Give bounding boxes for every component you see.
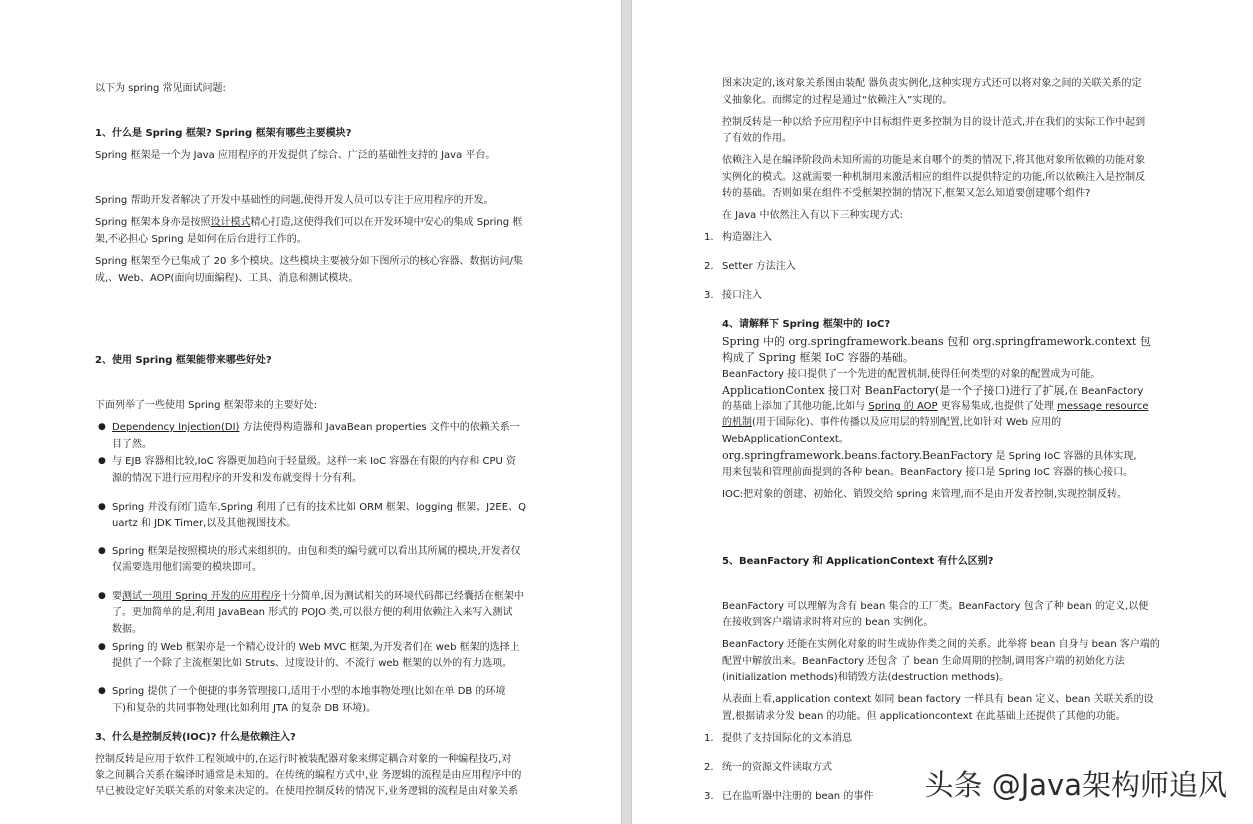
watermark: 头条 @Java架构师追风: [924, 768, 1227, 802]
benefit-1-line-2: 目了然。: [112, 439, 152, 450]
q4-line-5-text-b: 更容易集成,也提供了处理: [937, 401, 1058, 412]
page-gutter: [621, 0, 632, 824]
benefit-1: [112, 419, 520, 436]
q5-line-6: 从表面上看,application context 如同 bean factory 一样具有 bean 定义、bean 关联关系的设: [722, 694, 1154, 705]
benefit-6-line-2: 提供了一个除了主流框架比如 Struts、过度设计的、不流行 web 框架的以外的有力选项。: [112, 658, 513, 669]
benefit-2-line-1: 与 EJB 容器相比较,IoC 容器更加趋向于轻量级。这样一来 IoC 容器在有限的内存和 CPU 资: [112, 456, 516, 467]
benefit-7-line-1: Spring 提供了一个便捷的事务管理接口,适用于小型的本地事物处理(比如在单 DB 的环境: [112, 686, 506, 697]
q3-continued-line-6: 实例化的模式。这就需要一种机制用来激活相应的组件以提供特定的功能,所以依赖注入是控制反: [722, 172, 1146, 183]
q4-line-7: WebApplicationContext。: [722, 434, 849, 445]
list-number: 2.: [704, 261, 714, 272]
q4-line-9: 用来包装和管理前面提到的各种 bean。BeanFactory 接口是 Spring IoC 容器的核心接口。: [722, 467, 1134, 478]
q4-line-6-text: (用于国际化)、事件传播以及应用层的特别配置,比如针对 Web 应用的: [752, 417, 1062, 428]
injection-type-2: Setter 方法注入: [722, 261, 796, 272]
bullet-dot: ●: [98, 686, 106, 696]
benefit-3-line-1: Spring 并没有闭门造车,Spring 利用了已有的技术比如 ORM 框架、logging 框架、J2EE、Q: [112, 502, 526, 513]
benefit-6-line-1: Spring 的 Web 框架亦是一个精心设计的 Web MVC 框架,为开发者们在 web 框架的选择上: [112, 642, 520, 653]
q3-continued-line-3: 控制反转是一种以给予应用程序中目标组件更多控制为目的设计范式,并在我们的实际工作中起到: [722, 117, 1146, 128]
q1-p3-text: Spring 框架本身亦是按照: [95, 217, 211, 228]
injection-type-3: 接口注入: [722, 290, 762, 301]
q4-line-5-text-a: 的基础上添加了其他功能,比如与: [722, 401, 869, 412]
mechanism-link[interactable]: 的机制: [722, 417, 752, 428]
question-3-heading: 3、什么是控制反转(IOC)? 什么是依赖注入?: [95, 732, 296, 743]
bullet-dot: ●: [98, 591, 106, 601]
document-page-left: [0, 0, 621, 824]
context-feature-3: 已在监听器中注册的 bean 的事件: [722, 791, 874, 802]
context-feature-1: 提供了支持国际化的文本消息: [722, 733, 852, 744]
intro-text: 以下为 spring 常见面试问题:: [95, 83, 226, 94]
q5-line-5: (initialization methods)和销毁方法(destruction methods)。: [722, 672, 1010, 683]
benefit-4-line-2: 仅需要选用他们需要的模块即可。: [112, 562, 262, 573]
q4-line-5: [722, 398, 1148, 415]
q5-line-4: 配置中解放出来。BeanFactory 还包含 了 bean 生命周期的控制,调用客户端的初始化方法: [722, 656, 1125, 667]
question-4-heading: 4、请解释下 Spring 框架中的 IoC?: [722, 319, 891, 330]
q1-paragraph-4-line-1: Spring 框架至今已集成了 20 多个模块。这些模块主要被分如下图所示的核心容器、数据访问/集: [95, 256, 523, 267]
q5-line-1: BeanFactory 可以理解为含有 bean 集合的工厂类。BeanFactory 包含了种 bean 的定义,以便: [722, 601, 1149, 612]
benefit-5-text-a: 要: [112, 591, 122, 602]
benefit-4-line-1: Spring 框架是按照模块的形式来组织的。由包和类的编号就可以看出其所属的模块,开发者仅: [112, 546, 521, 557]
bullet-dot: ●: [98, 546, 106, 556]
q3-continued-line-7: 转的基础。否则如果在组件不受框架控制的情况下,框架又怎么知道要创建哪个组件?: [722, 188, 1091, 199]
list-number: 1.: [704, 733, 714, 744]
q4-line-8-text-a: org.springframework.beans.factory.BeanFactory: [722, 449, 993, 462]
q4-line-8-text-b: 是 Spring IoC 容器的具体实现,: [992, 451, 1137, 462]
benefit-2-line-2: 源的情况下进行应用程序的开发和发布就变得十分有利。: [112, 473, 362, 484]
bullet-dot: ●: [98, 642, 106, 652]
spring-aop-link[interactable]: Spring 的 AOP: [868, 401, 938, 412]
q1-paragraph-3-line-2: 架,不必担心 Spring 是如何在后台进行工作的。: [95, 234, 307, 245]
question-2-heading: 2、使用 Spring 框架能带来哪些好处?: [95, 355, 272, 366]
q5-line-2: 在接收到客户端请求时将对应的 bean 实例化。: [722, 617, 934, 628]
document-page-right: [632, 0, 1253, 824]
design-pattern-link[interactable]: 设计模式: [210, 217, 251, 228]
q3-line-2: 象之间耦合关系在编译时通常是未知的。在传统的编程方式中,业 务逻辑的流程是由应用程序中的: [95, 770, 522, 781]
dependency-injection-link[interactable]: Dependency Injection(DI): [112, 422, 240, 433]
q4-line-4-text-b: 在 BeanFactory: [1068, 386, 1144, 397]
list-number: 3.: [704, 290, 714, 301]
benefit-5-line-2: 了。更加简单的是,利用 JavaBean 形式的 POJO 类,可以很方便的利用依赖注入来写入测试: [112, 607, 513, 618]
q1-paragraph-1: Spring 框架是一个为 Java 应用程序的开发提供了综合、广泛的基础性支持的 Java 平台。: [95, 150, 496, 161]
context-feature-2: 统一的资源文件读取方式: [722, 762, 832, 773]
list-number: 1.: [704, 232, 714, 243]
bullet-dot: ●: [98, 502, 106, 512]
q4-line-8: [722, 447, 1137, 465]
q3-continued-line-1: 图来决定的,该对象关系图由装配 器负责实例化,这种实现方式还可以将对象之间的关联关系的定: [722, 78, 1142, 89]
list-number: 2.: [704, 762, 714, 773]
benefit-3-line-2: uartz 和 JDK Timer,以及其他视图技术。: [112, 518, 297, 529]
message-resource-link[interactable]: message resource: [1057, 401, 1149, 412]
q1-paragraph-4-line-2: 成,、Web、AOP(面向切面编程)、工具、消息和测试模块。: [95, 273, 359, 284]
q3-continued-line-8: 在 Java 中依然注入有以下三种实现方式:: [722, 210, 903, 221]
q4-line-1: Spring 中的 org.springframework.beans 包和 org.springframework.context 包: [722, 335, 1151, 348]
q4-line-6: [722, 414, 1061, 431]
benefit-5-line-1: [112, 588, 524, 605]
bullet-dot: ●: [98, 422, 106, 432]
q1-paragraph-2: Spring 帮助开发者解决了开发中基础性的问题,使得开发人员可以专注于应用程序的开发。: [95, 195, 494, 206]
q3-line-1: 控制反转是应用于软件工程领域中的,在运行时被装配器对象来绑定耦合对象的一种编程技巧,对: [95, 754, 512, 765]
q4-line-3: BeanFactory 接口提供了一个先进的配置机制,使得任何类型的对象的配置成为可能。: [722, 369, 1101, 380]
injection-type-1: 构造器注入: [722, 232, 772, 243]
q1-p3-text-b: 精心打造,这使得我们可以在开发环境中安心的集成 Spring 框: [250, 217, 523, 228]
q3-continued-line-5: 依赖注入是在编译阶段尚未知所需的功能是来自哪个的类的情况下,将其他对象所依赖的功能对象: [722, 155, 1146, 166]
q4-line-4-text-a: ApplicationContex 接口对 BeanFactory(是一个子接口)进行了扩展,: [722, 384, 1069, 397]
q4-line-2: 构成了 Spring 框架 IoC 容器的基础。: [722, 351, 914, 364]
list-number: 3.: [704, 791, 714, 802]
q3-continued-line-2: 义抽象化。而绑定的过程是通过“依赖注入”实现的。: [722, 95, 953, 106]
q5-line-3: BeanFactory 还能在实例化对象的时生成协作类之间的关系。此举将 bean 自身与 bean 客户端的: [722, 639, 1160, 650]
q3-line-3: 早已被设定好关联关系的对象来决定的。在使用控制反转的情况下,业务逻辑的流程是由对象关系: [95, 786, 519, 797]
q4-line-10: IOC:把对象的创建、初始化、销毁交给 spring 来管理,而不是由开发者控制,实现控制反转。: [722, 489, 1128, 500]
benefit-7-line-2: 下)和复杂的共同事物处理(比如利用 JTA 的复杂 DB 环境)。: [112, 703, 377, 714]
benefit-1-text: 方法使得构造器和 JavaBean properties 文件中的依赖关系一: [239, 422, 520, 433]
spring-testing-link[interactable]: 测试一项用 Spring 开发的应用程序: [122, 591, 281, 602]
bullet-dot: ●: [98, 456, 106, 466]
q5-line-7: 置,根据请求分发 bean 的功能。但 applicationcontext 在此基础上还提供了其他的功能。: [722, 711, 1126, 722]
q2-lead: 下面列举了一些使用 Spring 框架带来的主要好处:: [95, 400, 317, 411]
question-5-heading: 5、BeanFactory 和 ApplicationContext 有什么区别?: [722, 556, 994, 567]
q3-continued-line-4: 了有效的作用。: [722, 133, 792, 144]
benefit-5-text-b: 十分简单,因为测试相关的环境代码都已经囊括在框架中: [280, 591, 524, 602]
benefit-5-line-3: 数据。: [112, 624, 142, 635]
q1-paragraph-3: [95, 214, 522, 231]
question-1-heading: 1、什么是 Spring 框架? Spring 框架有哪些主要模块?: [95, 128, 352, 139]
